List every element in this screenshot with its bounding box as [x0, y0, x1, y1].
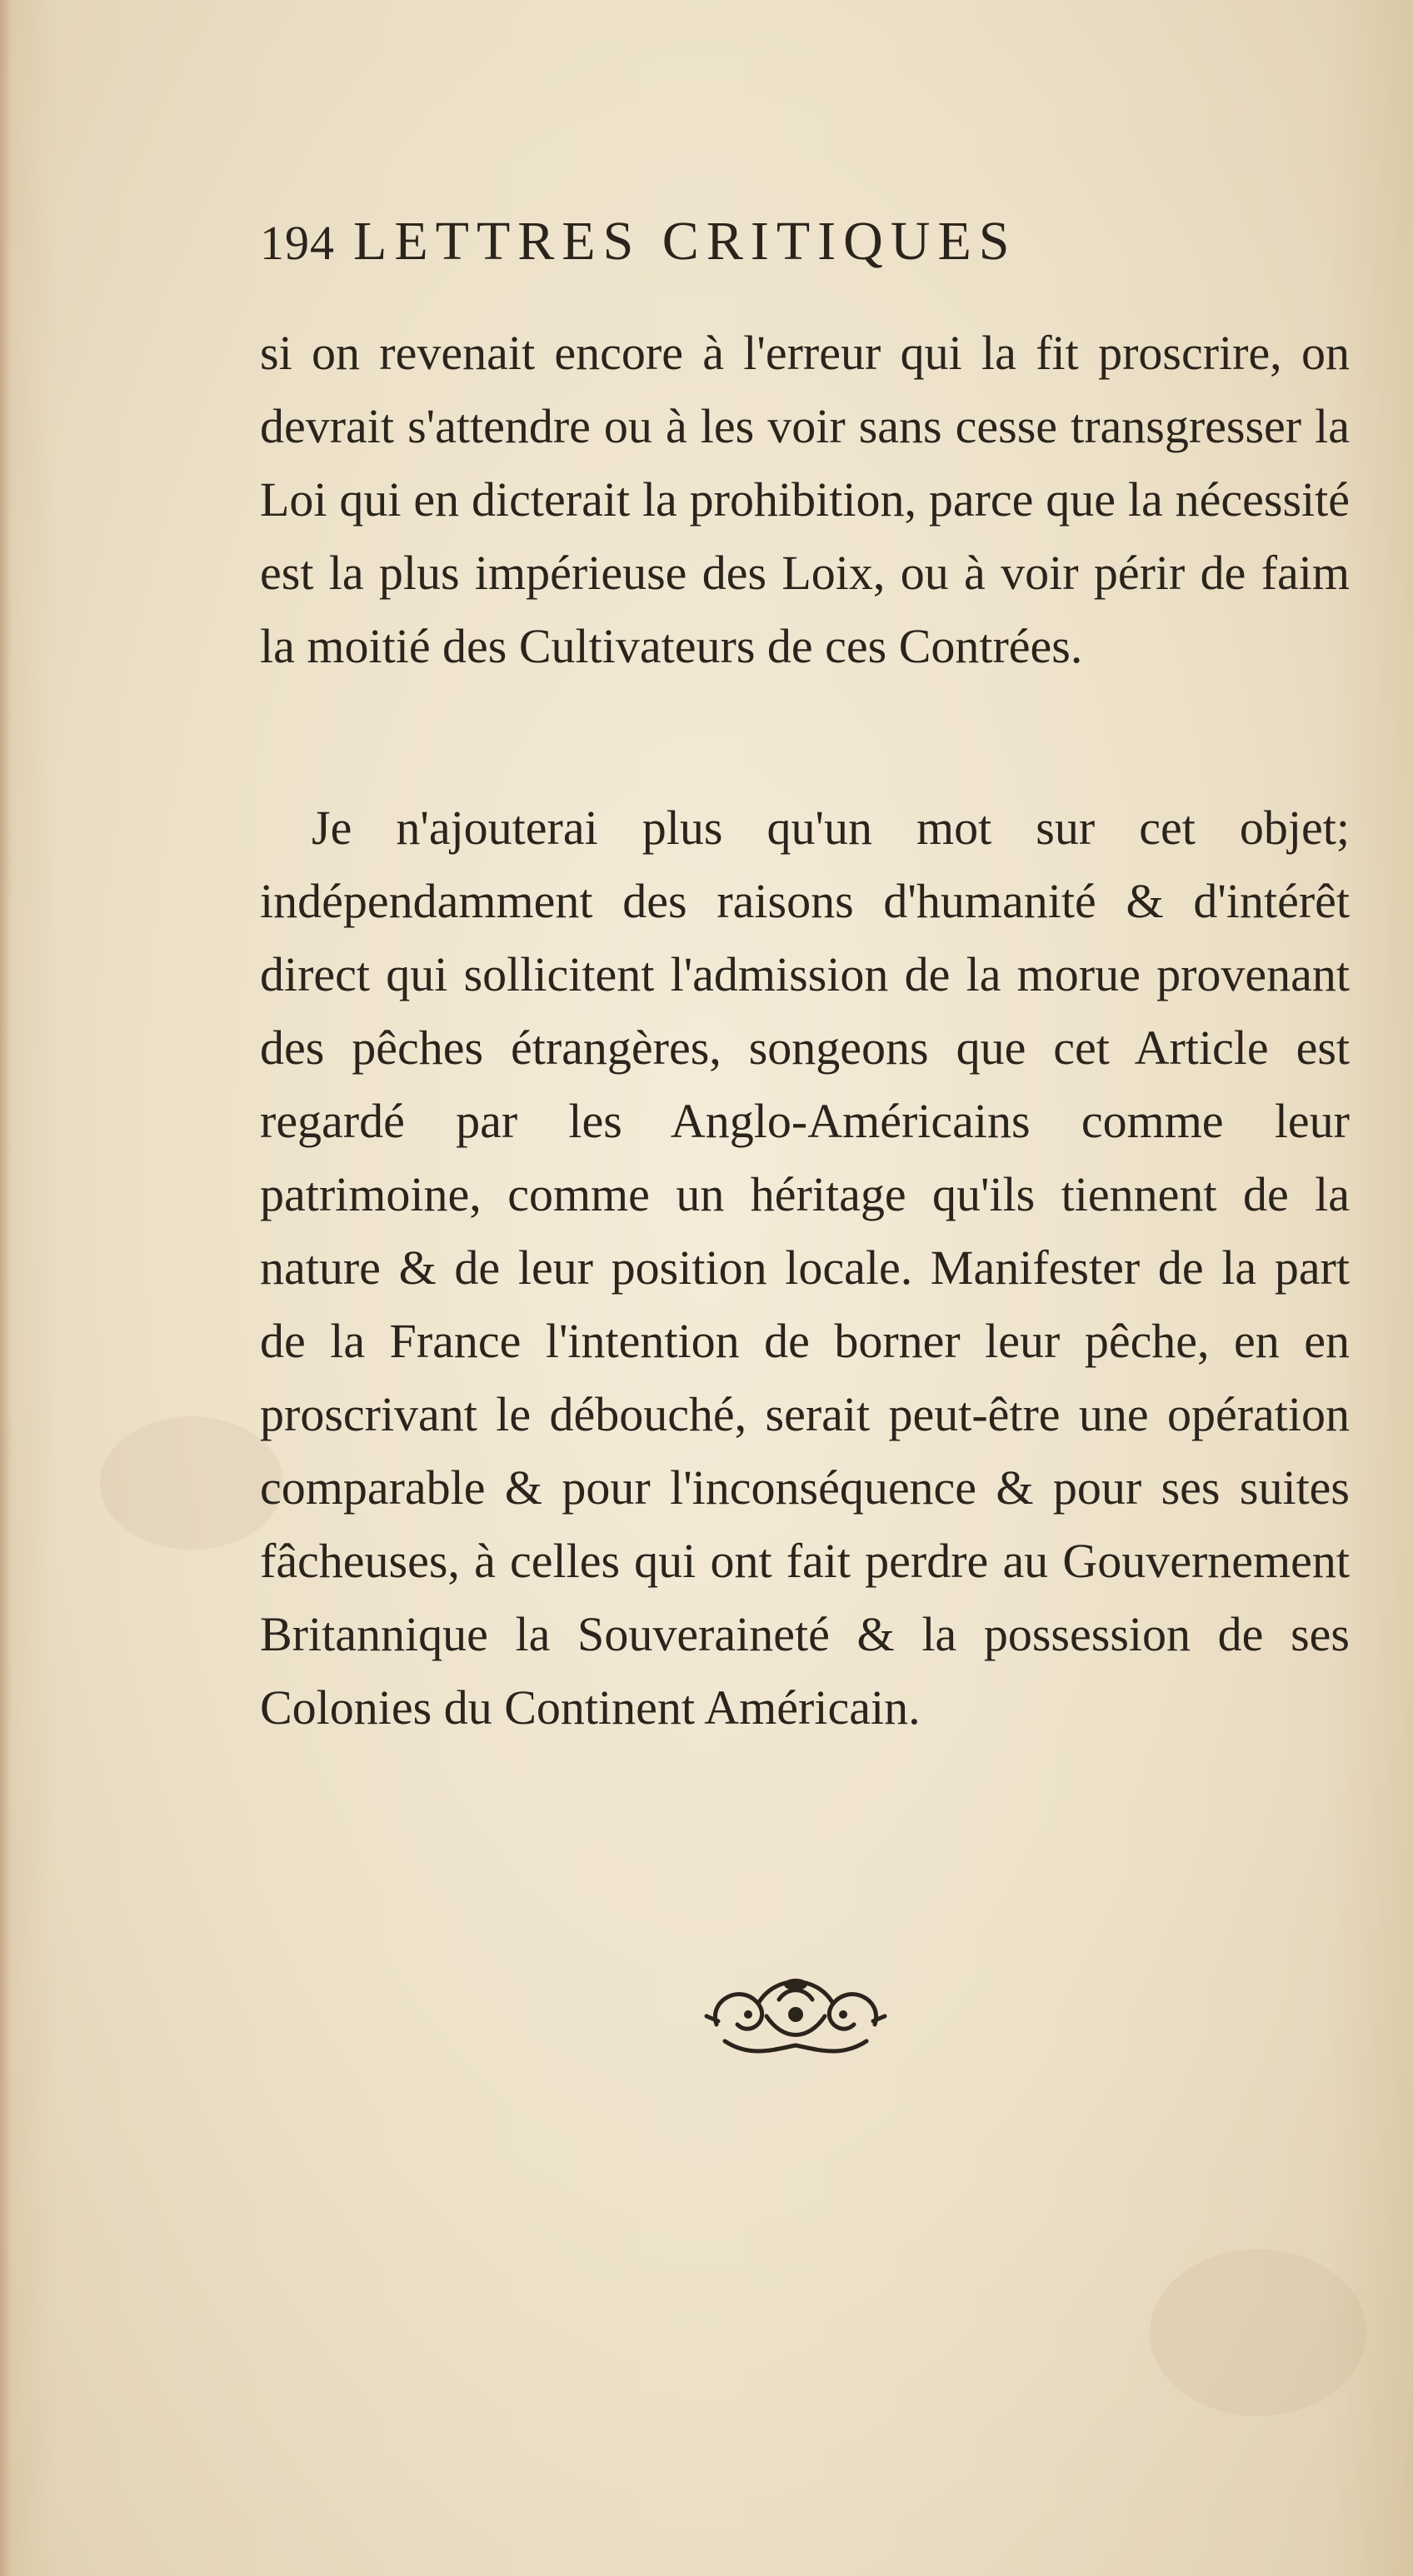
running-title: LETTRES CRITIQUES [353, 211, 1017, 272]
paragraph-continued [260, 317, 1350, 758]
paragraph-text: si on revenait encore à l'erreur qui la fit proscrire, on devrait s'attendre ou à les voir sans cesse transgresser la Loi qui en dicterait la prohibition, parce que la nécessité est la plus impérieuse des Loix, ou à voir périr de faim la moitié des Cultivateurs de ces Contrées. [260, 326, 1350, 673]
paragraph-text: Je n'ajouterai plus qu'un mot sur cet objet; indépendamment des raisons d'humanité & d'intérêt direct qui sollicitent l'admission de la morue provenant des pêches étrangères, songeons que cet Article est regardé par les Anglo-Américains comme leur patrimoine, comme un héritage qu'ils tiennent de la nature & de leur position locale. Manifester de la part de la France l'intention de borner leur pêche, en en proscrivant le débouché, serait peut-être une opération comparable & pour l'inconséquence & pour ses suites fâcheuses, à celles qui ont fait perdre au Gouvernement Britannique la Souveraineté & la possession de ses Colonies du Continent Américain. [260, 801, 1350, 1735]
paper-stain [1150, 2249, 1366, 2416]
running-head [260, 210, 1226, 277]
tailpiece-ornament-icon [700, 1966, 891, 2066]
page-number: 194 [260, 216, 335, 270]
paper-stain [100, 1416, 283, 1550]
page-edge [0, 0, 12, 2576]
paragraph [260, 791, 1350, 1908]
